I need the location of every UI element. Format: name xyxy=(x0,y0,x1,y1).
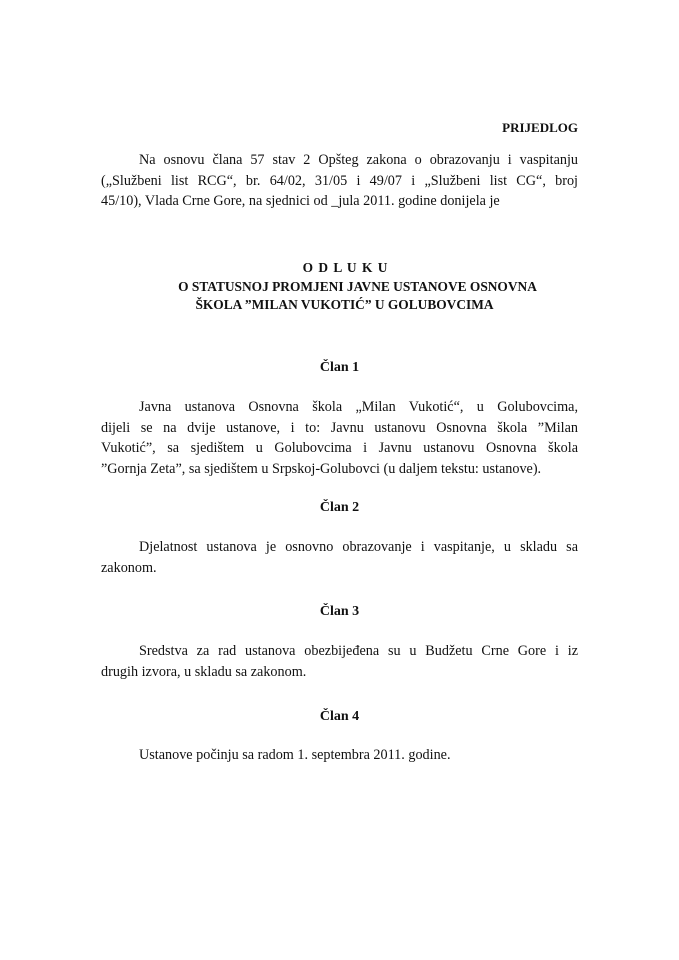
article-1-line-4: ”Gornja Zeta”, sa sjedištem u Srpskoj-Golubovci (u daljem tekstu: ustanove). xyxy=(101,460,542,477)
article-3-body xyxy=(101,641,578,682)
article-4-body xyxy=(101,745,578,766)
article-2-body xyxy=(101,537,578,578)
preamble xyxy=(101,150,578,212)
article-3-heading: Član 3 xyxy=(319,604,360,619)
proposal-label: PRIJEDLOG xyxy=(502,120,578,135)
title-line-3: ŠKOLA ”MILAN VUKOTIĆ” U GOLUBOVCIMA xyxy=(195,297,494,312)
article-1-heading: Član 1 xyxy=(319,360,360,375)
preamble-line-3: 45/10), Vlada Crne Gore, na sjednici od _jula 2011. godine donijela je xyxy=(101,193,500,209)
article-3-line-2: drugih izvora, u skladu sa zakonom. xyxy=(101,663,307,680)
article-2-line-1: Djelatnost ustanova je osnovno obrazovanje i vaspitanje, u skladu sa xyxy=(139,539,578,555)
article-1-line-1: Javna ustanova Osnovna škola „Milan Vukotić“, u Golubovcima, xyxy=(139,399,578,415)
preamble-line-2: („Službeni list RCG“, br. 64/02, 31/05 i 49/07 i „Službeni list CG“, broj xyxy=(101,172,578,189)
article-1-line-2: dijeli se na dvije ustanove, i to: Javnu ustanovu Osnovna škola ”Milan xyxy=(101,419,578,436)
article-4-line-1: Ustanove počinju sa radom 1. septembra 2011. godine. xyxy=(139,747,451,763)
article-2-line-2: zakonom. xyxy=(101,559,157,576)
decision-title xyxy=(0,259,679,315)
article-1-line-3: Vukotić”, sa sjedištem u Golubovcima i Javnu ustanovu Osnovna škola xyxy=(101,440,578,456)
article-3-line-1: Sredstva za rad ustanova obezbijeđena su u Budžetu Crne Gore i iz xyxy=(139,643,578,659)
title-line-2: O STATUSNOJ PROMJENI JAVNE USTANOVE OSNOVNA xyxy=(178,278,537,294)
article-4-heading: Član 4 xyxy=(319,709,360,724)
title-line-1: O D L U K U xyxy=(302,260,389,275)
article-1-body xyxy=(101,397,578,479)
article-2-heading: Član 2 xyxy=(319,500,360,515)
preamble-line-1: Na osnovu člana 57 stav 2 Opšteg zakona o obrazovanju i vaspitanju xyxy=(139,152,578,168)
